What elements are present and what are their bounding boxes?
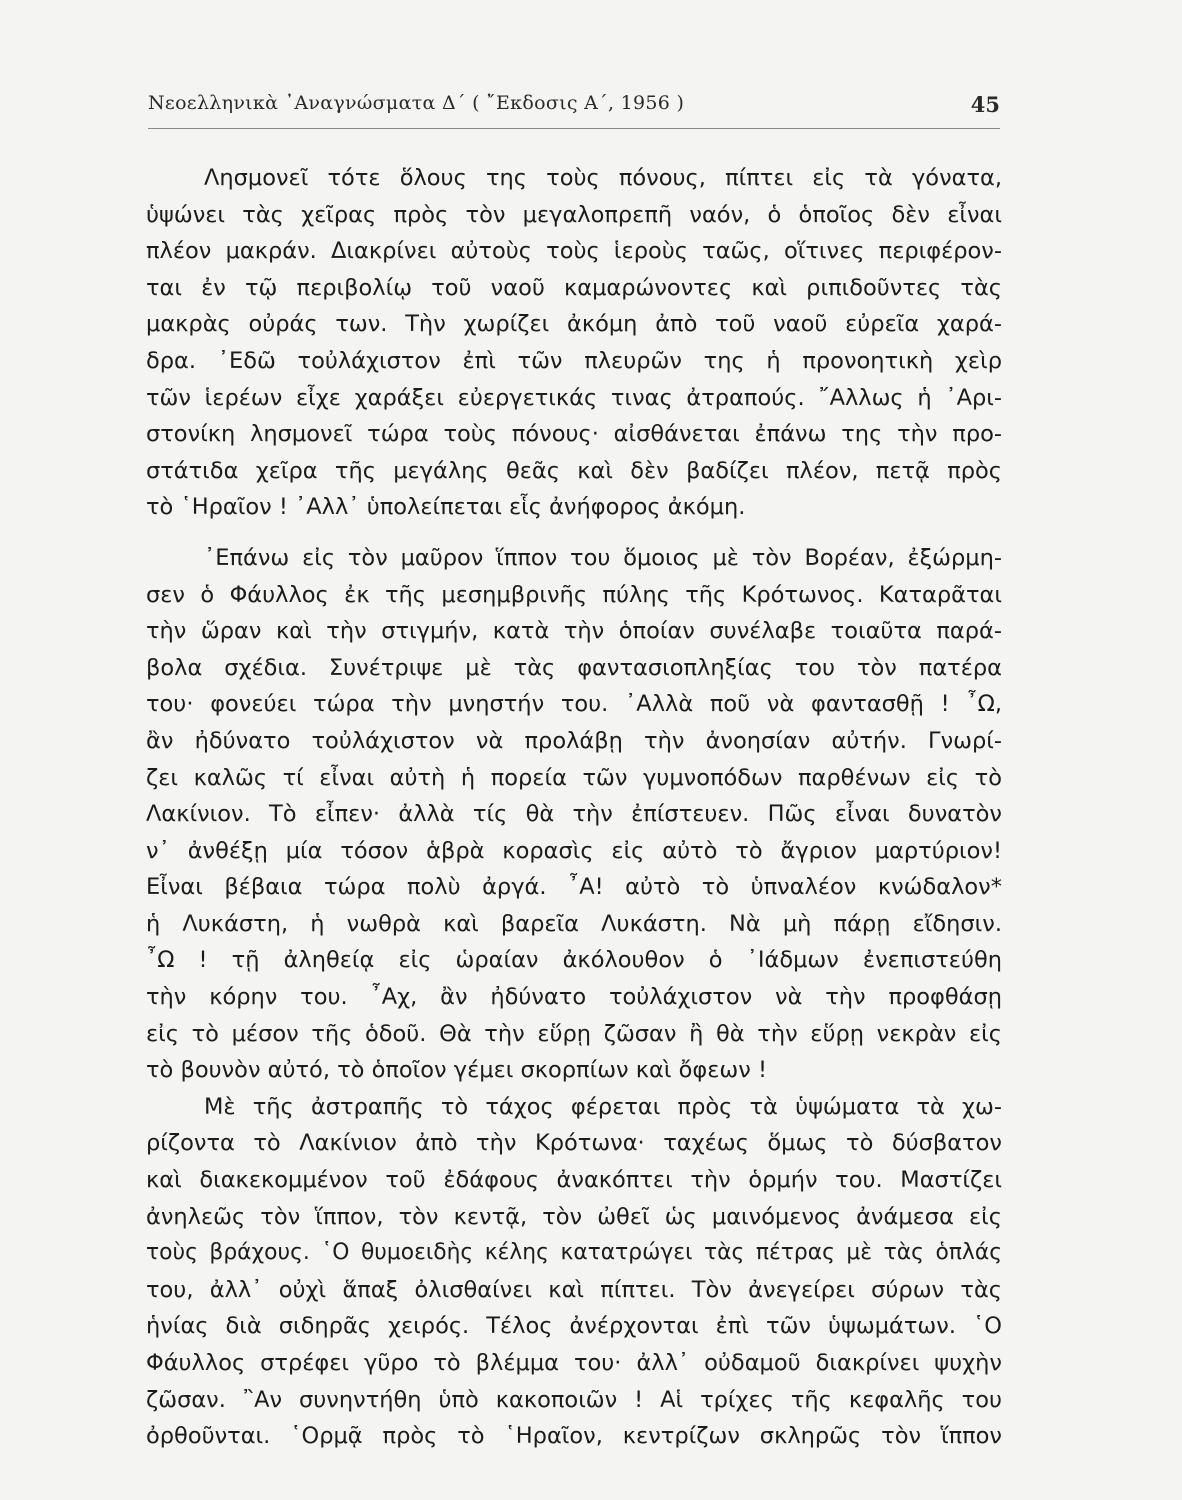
text-line: τὸ βουνὸν αὐτό, τὸ ὁποῖον γέμει σκορπίων καὶ ὄφεων ! xyxy=(146,1057,767,1084)
text-line: ῏Ω ! τῇ ἀληθείᾳ εἰς ὡραίαν ἀκόλουθον ὁ ᾿Ιάδμων ἐνεπιστεύθη xyxy=(146,947,1002,974)
text-line: τὴν κόρην του. ῏Αχ, ἂν ἠδύνατο τοὐλάχιστον νὰ τὴν προφθάσῃ xyxy=(146,984,1002,1011)
text-line: ἡ Λυκάστη, ἡ νωθρὰ καὶ βαρεῖα Λυκάστη. Νὰ μὴ πάρῃ εἴδησιν. xyxy=(146,910,1002,937)
text-line: Λακίνιον. Τὸ εἶπεν· ἀλλὰ τίς θὰ τὴν ἐπίστευεν. Πῶς εἶναι δυνατὸν xyxy=(146,801,1002,828)
text-line: εἰς τὸ μέσον τῆς ὁδοῦ. Θὰ τὴν εὕρῃ ζῶσαν ἢ θὰ τὴν εὕρῃ νεκρὰν εἰς xyxy=(146,1020,1002,1047)
header-rule xyxy=(148,128,1000,129)
text-line: δρα. ᾿Εδῶ τοὐλάχιστον ἐπὶ τῶν πλευρῶν της ἡ προνοητικὴ χεὶρ xyxy=(146,347,1002,374)
text-line: στάτιδα χεῖρα τῆς μεγάλης θεᾶς καὶ δὲν βαδίζει πλέον, πετᾷ πρὸς xyxy=(146,457,1002,484)
text-line: ζῶσαν. ῍Αν συνηντήθη ὑπὸ κακοποιῶν ! Αἱ τρίχες τῆς κεφαλῆς του xyxy=(146,1386,1002,1413)
text-line: καὶ διακεκομμένον τοῦ ἐδάφους ἀνακόπτει τὴν ὁρμήν του. Μαστίζει xyxy=(146,1167,1002,1194)
text-line: ζει καλῶς τί εἶναι αὐτὴ ἡ πορεία τῶν γυμνοπόδων παρθένων εἰς τὸ xyxy=(146,764,1002,791)
text-line: τῶν ἱερέων εἶχε χαράξει εὐεργετικάς τινας ἀτραπούς. ῎Αλλως ἡ ᾿Αρι- xyxy=(146,384,1002,411)
text-line: ἡνίας διὰ σιδηρᾶς χειρός. Τέλος ἀνέρχονται ἐπὶ τῶν ὑψωμάτων. ῾Ο xyxy=(146,1313,1002,1340)
text-line: τὸ ῾Ηραῖον ! ᾿Αλλ᾿ ὑπολείπεται εἷς ἀνήφορος ἀκόμη. xyxy=(146,494,746,521)
text-line: Φάυλλος στρέφει γῦρο τὸ βλέμμα του· ἀλλ᾿ οὐδαμοῦ διακρίνει ψυχὴν xyxy=(146,1350,1002,1376)
text-line: του, ἀλλ᾿ οὐχὶ ἅπαξ ὀλισθαίνει καὶ πίπτει. Τὸν ἀνεγείρει σύρων τὰς xyxy=(146,1276,1002,1303)
text-line: Μὲ τῆς ἀστραπῆς τὸ τάχος φέρεται πρὸς τὰ ὑψώματα τὰ χω- xyxy=(204,1093,1002,1120)
text-line: βολα σχέδια. Συνέτριψε μὲ τὰς φαντασιοπληξίας του τὸν πατέρα xyxy=(146,654,1002,681)
text-line: Εἶναι βέβαια τώρα πολὺ ἀργά. ῏Α! αὐτὸ τὸ ὑπναλέον κνώδαλον* xyxy=(146,874,1002,901)
text-line: μακρὰς οὐράς των. Τὴν χωρίζει ἀκόμη ἀπὸ τοῦ ναοῦ εὐρεῖα χαρά- xyxy=(146,311,1002,338)
paragraph-2 xyxy=(146,540,1002,1089)
text-line: ρίζοντα τὸ Λακίνιον ἀπὸ τὴν Κρότωνα· ταχέως ὅμως τὸ δύσβατον xyxy=(146,1130,1002,1157)
text-line: ται ἐν τῷ περιβολίῳ τοῦ ναοῦ καμαρώνοντες καὶ ριπιδοῦντες τὰς xyxy=(146,274,1002,301)
paragraph-1 xyxy=(146,160,1002,526)
text-line: του· φονεύει τώρα τὴν μνηστήν του. ᾿Αλλὰ ποῦ νὰ φαντασθῇ ! ῏Ω, xyxy=(146,691,1002,718)
paragraph-3 xyxy=(146,1089,1002,1455)
text-line: ᾿Επάνω εἰς τὸν μαῦρον ἵππον του ὅμοιος μὲ τὸν Βορέαν, ἐξώρμη- xyxy=(204,544,1002,571)
text-line: πλέον μακράν. Διακρίνει αὐτοὺς τοὺς ἱεροὺς ταῶς, οἵτινες περιφέρον- xyxy=(146,238,1002,265)
text-line: ἀνηλεῶς τὸν ἵππον, τὸν κεντᾷ, τὸν ὠθεῖ ὡς μαινόμενος ἀνάμεσα εἰς xyxy=(146,1203,1002,1230)
body-text xyxy=(146,160,1002,1455)
text-line: στονίκη λησμονεῖ τώρα τοὺς πόνους· αἰσθάνεται ἐπάνω της τὴν προ- xyxy=(146,421,1002,448)
running-title: Νεοελληνικὰ ᾿Αναγνώσματα Δ΄ ( ῎Εκδοσις Α΄, 1956 ) xyxy=(148,92,685,114)
text-line: ὑψώνει τὰς χεῖρας πρὸς τὸν μεγαλοπρεπῆ ναόν, ὁ ὁποῖος δὲν εἶναι xyxy=(146,201,1002,228)
text-line: Λησμονεῖ τότε ὅλους της τοὺς πόνους, πίπτει εἰς τὰ γόνατα, xyxy=(204,165,1002,191)
running-header xyxy=(148,92,1000,126)
text-line: τὴν ὥραν καὶ τὴν στιγμήν, κατὰ τὴν ὁποίαν συνέλαβε τοιαῦτα παρά- xyxy=(146,618,1002,645)
text-line: ν᾿ ἀνθέξῃ μία τόσον ἁβρὰ κορασὶς εἰς αὐτὸ τὸ ἄγριον μαρτύριον! xyxy=(146,837,1002,864)
text-line: τοὺς βράχους. ῾Ο θυμοειδὴς κέλης κατατρώγει τὰς πέτρας μὲ τὰς ὁπλάς xyxy=(146,1240,1002,1266)
page-number: 45 xyxy=(970,92,1000,117)
text-line: ὀρθοῦνται. ῾Ορμᾷ πρὸς τὸ ῾Ηραῖον, κεντρίζων σκληρῶς τὸν ἵππον xyxy=(146,1423,1002,1450)
text-line: ἂν ἠδύνατο τοὐλάχιστον νὰ προλάβῃ τὴν ἀνοησίαν αὐτήν. Γνωρί- xyxy=(146,727,1002,754)
text-line: σεν ὁ Φάυλλος ἐκ τῆς μεσημβρινῆς πύλης τῆς Κρότωνος. Καταρᾶται xyxy=(146,581,1002,608)
